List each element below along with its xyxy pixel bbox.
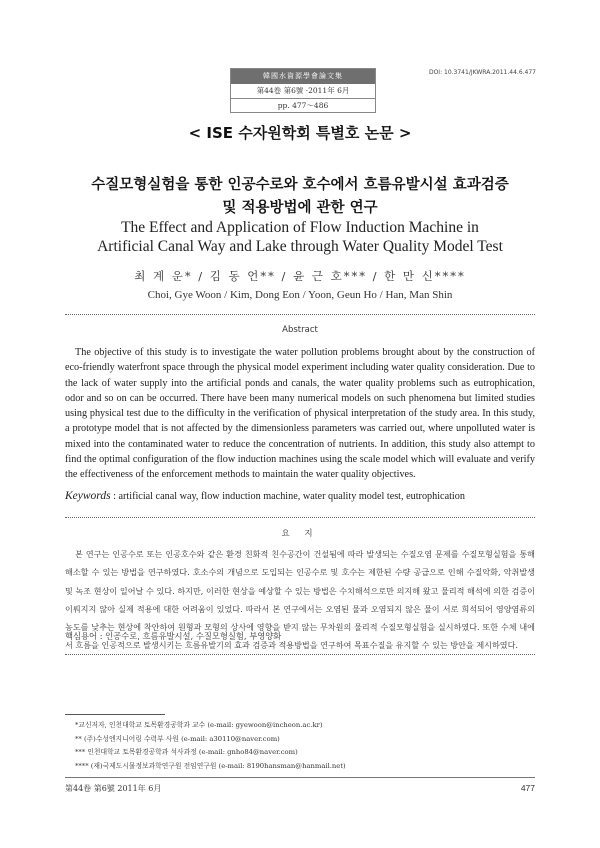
authors-korean: 최 계 운* / 김 동 언** / 윤 근 호*** / 한 만 신**** (134, 269, 466, 283)
title-en-line-1: The Effect and Application of Flow Induction Machine in (121, 219, 479, 236)
footnote: *교신저자, 인천대학교 토목환경공학과 교수 (e-mail: gyewoon@incheon.ac.kr) (75, 721, 323, 729)
journal-volume: 第44卷 第6號 ·2011年 6月 (231, 84, 375, 99)
paper-title-korean (40, 174, 560, 220)
footnote: *** 인천대학교 토목환경공학과 석사과정 (e-mail: gnho84@naver.com) (75, 748, 298, 756)
footnote-rule (65, 714, 165, 715)
special-issue-title: < ISE 수자원학회 특별호 논문 > (188, 124, 412, 142)
journal-info-box (230, 68, 376, 113)
divider (65, 654, 535, 655)
title-en-line-2: Artificial Canal Way and Lake through Water Quality Model Test (97, 238, 503, 255)
footer-rule (65, 777, 535, 778)
footnote: **** (재)국제도시물정보과학연구원 전임연구원 (e-mail: 8190hansman@hanmail.net) (75, 761, 346, 770)
journal-name: 韓國水資源學會論文集 (231, 69, 375, 84)
divider (65, 314, 535, 315)
summary-heading: 요 지 (281, 529, 319, 539)
paper-title-english (40, 218, 560, 256)
korean-keywords: 핵심용어 : 인공수로, 흐름유발시설, 수질모형실험, 부영양화 (65, 631, 282, 641)
title-ko-line-1: 수질모형실험을 통한 인공수로와 호수에서 흐름유발시설 효과검증 (91, 177, 509, 193)
footnotes (75, 719, 346, 773)
journal-pages: pp. 477～486 (277, 101, 329, 110)
abstract-body: The objective of this study is to investigate the water pollution problems brought about by the construction of eco-friendly waterfront space through the physical model experiment including water quality consideration. Due to the lack of water supply into the artificial ponds and canals, the water quality problems such as eutrophication, odor and so on can be occurred. There have been many numerical models on such phenomena but limited studies using physical test due to the difficulty in the verification of physical interpretation of the study area. In this study, a prototype model that is not affected by the dimensionless parameters was carried out, where unpolluted water is mixed into the contaminated water to reduce the concentration of nutrients. In addition, this study also attempt to find the optimal configuration of the flow induction machines using the scale model which will evaluate and verify the effectiveness of the enforcement methods to maintain the water quality objectives. (65, 347, 535, 481)
doi: DOI: 10.3741/JKWRA.2011.44.6.477 (428, 69, 536, 76)
keywords (65, 490, 535, 502)
footnote: ** (주)수성엔지니어링 수력부 사원 (e-mail: a30110@naver.com) (75, 734, 280, 743)
keywords-label: Keywords (65, 490, 111, 502)
keywords-list: : artificial canal way, flow induction machine, water quality model test, eutrophication (113, 491, 465, 502)
authors-english: Choi, Gye Woon / Kim, Dong Eon / Yoon, Geun Ho / Han, Man Shin (147, 289, 453, 301)
abstract-heading: Abstract (282, 325, 318, 335)
footer-journal-issue: 第44卷 第6號 2011年 6月 (65, 784, 162, 793)
summary-body: 본 연구는 인공수로 또는 인공호수와 같은 환경 친화적 친수공간이 건설됨에 따라 발생되는 수질오염 문제를 수질모형실험을 통해 해소할 수 있는 방법을 연구하였다. 호소수의 개념으로 도입되는 인공수로 및 호수는 제한된 수량 공급으로 인해 수질악화, 악취발생 및 녹조 현상이 일어날 수 있다. 하지만, 이러한 현상을 예상할 수 있는 방법은 수치해석으로만 의지해 왔고 물리적 해석에 의한 검증이 이뤄지지 않아 실제 적용에 대한 어려움이 있었다. 따라서 본 연구에서는 오염된 물과 오염되지 않은 물이 서로 희석되어 영양염류의 농도를 낮추는 현상에 착안하여 원형과 모형의 상사에 영향을 받지 않는 무차원의 물리적 수질모형실험을 실시하였다. 또한 수체 내에서 흐름을 인공적으로 발생시키는 흐름유발기의 효과 검증과 적용방법을 연구하여 목표수질을 유지할 수 있는 방안을 제시하였다. (65, 549, 535, 651)
page-number: 477 (520, 783, 535, 793)
title-ko-line-2: 및 적용방법에 관한 연구 (222, 200, 378, 216)
divider (65, 517, 535, 518)
